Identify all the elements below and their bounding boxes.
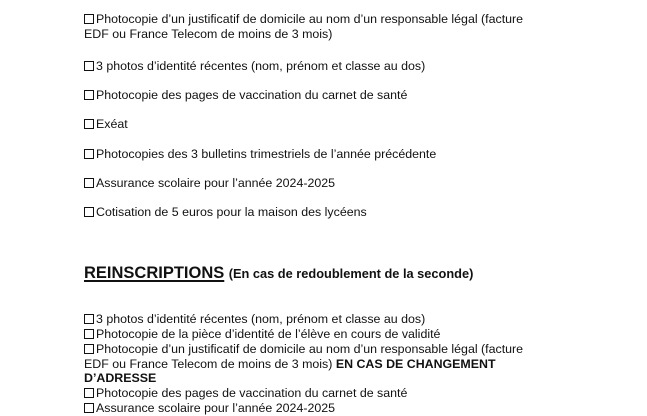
checkbox[interactable] [84, 207, 94, 217]
item-text-line1: Photocopie d’un justificatif de domicile au nom d’un responsable légal (facture [96, 342, 524, 356]
checkbox[interactable] [84, 403, 94, 413]
checklist-item-vaccination [84, 88, 554, 103]
checkbox[interactable] [84, 388, 94, 398]
reinscription-item-vaccination [84, 386, 554, 401]
reinscription-item-photos [84, 312, 554, 327]
item-text: Exéat [96, 117, 128, 131]
heading-title: REINSCRIPTIONS [84, 264, 225, 282]
checkbox[interactable] [84, 61, 94, 71]
checkbox[interactable] [84, 344, 94, 354]
item-text: Photocopie des pages de vaccination du carnet de santé [96, 88, 408, 102]
checklist-item-cotisation [84, 205, 554, 220]
checklist-item-photos [84, 59, 554, 74]
item-text: Photocopies des 3 bulletins trimestriels de l’année précédente [96, 147, 437, 161]
item-text: Assurance scolaire pour l’année 2024-2025 [96, 176, 336, 190]
checkbox[interactable] [84, 314, 94, 324]
heading-note: (En cas de redoublement de la seconde) [228, 266, 474, 281]
reinscription-item-assurance [84, 401, 554, 416]
checkbox[interactable] [84, 178, 94, 188]
checklist-item-bulletins [84, 147, 554, 162]
checkbox[interactable] [84, 90, 94, 100]
reinscription-item-domicile [84, 342, 554, 386]
checkbox[interactable] [84, 119, 94, 129]
item-text: Photocopie des pages de vaccination du carnet de santé [96, 386, 408, 400]
item-text: Assurance scolaire pour l’année 2024-2025 [96, 401, 336, 415]
item-text-line2: EDF ou France Telecom de moins de 3 mois) [84, 26, 333, 41]
item-bold-note-cont: D’ADRESSE [84, 371, 157, 385]
item-bold-note: EN CAS DE CHANGEMENT [335, 356, 496, 371]
checkbox[interactable] [84, 329, 94, 339]
checklist-item-exeat [84, 117, 554, 132]
checklist-item-domicile [84, 12, 554, 41]
item-text: Cotisation de 5 euros pour la maison des lycéens [96, 205, 367, 219]
item-text: Photocopie de la pièce d’identité de l’élève en cours de validité [96, 327, 441, 341]
item-text: 3 photos d’identité récentes (nom, prénom et classe au dos) [96, 59, 426, 73]
checkbox[interactable] [84, 149, 94, 159]
checkbox[interactable] [84, 14, 94, 24]
checklist-item-assurance [84, 176, 554, 191]
reinscription-item-identite [84, 327, 554, 342]
item-text-line1: Photocopie d’un justificatif de domicile au nom d’un responsable légal (facture [96, 12, 524, 26]
section-heading-reinscriptions [84, 264, 473, 283]
item-text: 3 photos d’identité récentes (nom, prénom et classe au dos) [96, 312, 426, 326]
item-text-line2: EDF ou France Telecom de moins de 3 mois) [84, 356, 333, 371]
